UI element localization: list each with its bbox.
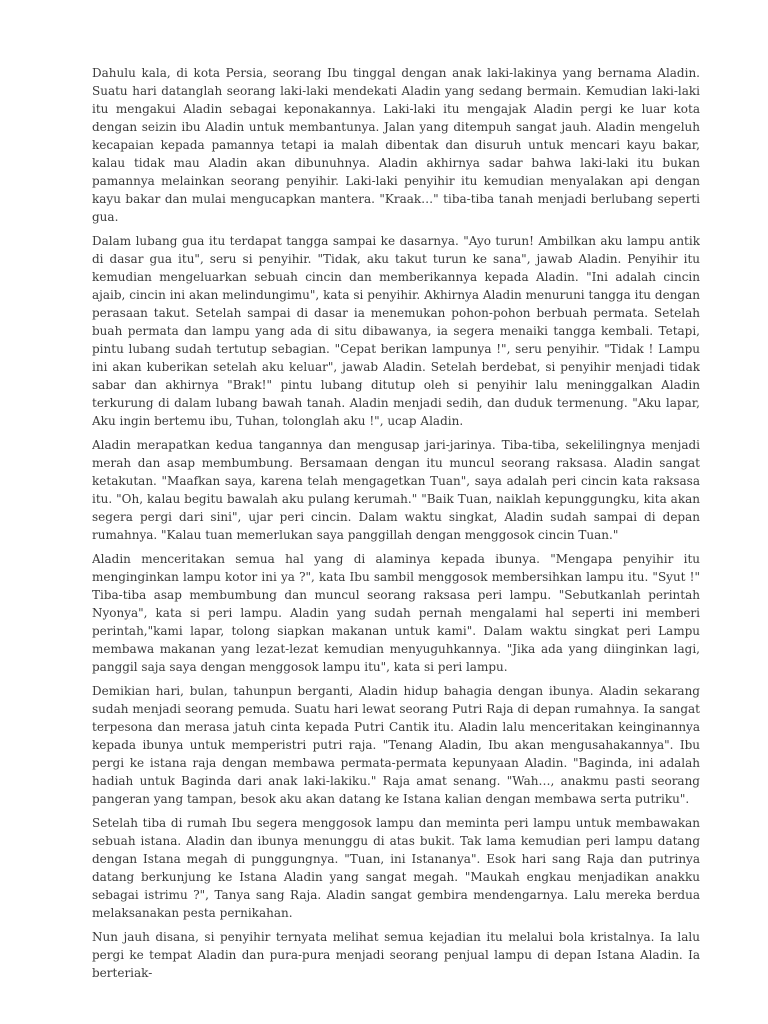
paragraph-2: Dalam lubang gua itu terdapat tangga sampai ke dasarnya. "Ayo turun! Ambilkan aku lampu antik di dasar gua itu", seru si penyihir. "Tidak, aku takut turun ke sana", jawab Aladin. Penyihir itu kemudian mengeluarkan sebuah cincin dan memberikannya kepada Aladin. "Ini adalah cincin ajaib, cincin ini akan melindungimu", kata si penyihir. Akhirnya Aladin menuruni tangga itu dengan perasaan takut. Setelah sampai di dasar ia menemukan pohon-pohon berbuah permata. Setelah buah permata dan lampu yang ada di situ dibawanya, ia segera menaiki tangga kembali. Tetapi, pintu lubang sudah tertutup sebagian. "Cepat berikan lampunya !", seru penyihir. "Tidak ! Lampu ini akan kuberikan setelah aku keluar", jawab Aladin. Setelah berdebat, si penyihir menjadi tidak sabar dan akhirnya "Brak!" pintu lubang ditutup oleh si penyihir lalu meninggalkan Aladin terkurung di dalam lubang bawah tanah. Aladin menjadi sedih, dan duduk termenung. "Aku lapar, Aku ingin bertemu ibu, Tuhan, tolonglah aku !", ucap Aladin. [92, 234, 700, 428]
document-page [92, 64, 700, 1014]
paragraph-3: Aladin merapatkan kedua tangannya dan mengusap jari-jarinya. Tiba-tiba, sekelilingnya menjadi merah dan asap membumbung. Bersamaan dengan itu muncul seorang raksasa. Aladin sangat ketakutan. "Maafkan saya, karena telah mengagetkan Tuan", saya adalah peri cincin kata raksasa itu. "Oh, kalau begitu bawalah aku pulang kerumah." "Baik Tuan, naiklah kepunggungku, kita akan segera pergi dari sini", ujar peri cincin. Dalam waktu singkat, Aladin sudah sampai di depan rumahnya. "Kalau tuan memerlukan saya panggillah dengan menggosok cincin Tuan." [92, 438, 700, 542]
paragraph-4: Aladin menceritakan semua hal yang di alaminya kepada ibunya. "Mengapa penyihir itu menginginkan lampu kotor ini ya ?", kata Ibu sambil menggosok membersihkan lampu itu. "Syut !" Tiba-tiba asap membumbung dan muncul seorang raksasa peri lampu. "Sebutkanlah perintah Nyonya", kata si peri lampu. Aladin yang sudah pernah mengalami hal seperti ini memberi perintah,"kami lapar, tolong siapkan makanan untuk kami". Dalam waktu singkat peri Lampu membawa makanan yang lezat-lezat kemudian menyuguhkannya. "Jika ada yang diinginkan lagi, panggil saja saya dengan menggosok lampu itu", kata si peri lampu. [92, 552, 700, 674]
paragraph-6: Setelah tiba di rumah Ibu segera menggosok lampu dan meminta peri lampu untuk membawakan sebuah istana. Aladin dan ibunya menunggu di atas bukit. Tak lama kemudian peri lampu datang dengan Istana megah di punggungnya. "Tuan, ini Istananya". Esok hari sang Raja dan putrinya datang berkunjung ke Istana Aladin yang sangat megah. "Maukah engkau menjadikan anakku sebagai istrimu ?", Tanya sang Raja. Aladin sangat gembira mendengarnya. Lalu mereka berdua melaksanakan pesta pernikahan. [92, 816, 700, 920]
paragraph-7: Nun jauh disana, si penyihir ternyata melihat semua kejadian itu melalui bola kristalnya. Ia lalu pergi ke tempat Aladin dan pura-pura menjadi seorang penjual lampu di depan Istana Aladin. Ia berteriak- [92, 930, 700, 980]
paragraph-1: Dahulu kala, di kota Persia, seorang Ibu tinggal dengan anak laki-lakinya yang bernama Aladin. Suatu hari datanglah seorang laki-laki mendekati Aladin yang sedang bermain. Kemudian laki-laki itu mengakui Aladin sebagai keponakannya. Laki-laki itu mengajak Aladin pergi ke luar kota dengan seizin ibu Aladin untuk membantunya. Jalan yang ditempuh sangat jauh. Aladin mengeluh kecapaian kepada pamannya tetapi ia malah dibentak dan disuruh untuk mencari kayu bakar, kalau tidak mau Aladin akan dibunuhnya. Aladin akhirnya sadar bahwa laki-laki itu bukan pamannya melainkan seorang penyihir. Laki-laki penyihir itu kemudian menyalakan api dengan kayu bakar dan mulai mengucapkan mantera. "Kraak…" tiba-tiba tanah menjadi berlubang seperti gua. [92, 66, 700, 224]
paragraph-5: Demikian hari, bulan, tahunpun berganti, Aladin hidup bahagia dengan ibunya. Aladin sekarang sudah menjadi seorang pemuda. Suatu hari lewat seorang Putri Raja di depan rumahnya. Ia sangat terpesona dan merasa jatuh cinta kepada Putri Cantik itu. Aladin lalu menceritakan keinginannya kepada ibunya untuk memperistri putri raja. "Tenang Aladin, Ibu akan mengusahakannya". Ibu pergi ke istana raja dengan membawa permata-permata kepunyaan Aladin. "Baginda, ini adalah hadiah untuk Baginda dari anak laki-lakiku." Raja amat senang. "Wah…, anakmu pasti seorang pangeran yang tampan, besok aku akan datang ke Istana kalian dengan membawa serta putriku". [92, 684, 700, 806]
